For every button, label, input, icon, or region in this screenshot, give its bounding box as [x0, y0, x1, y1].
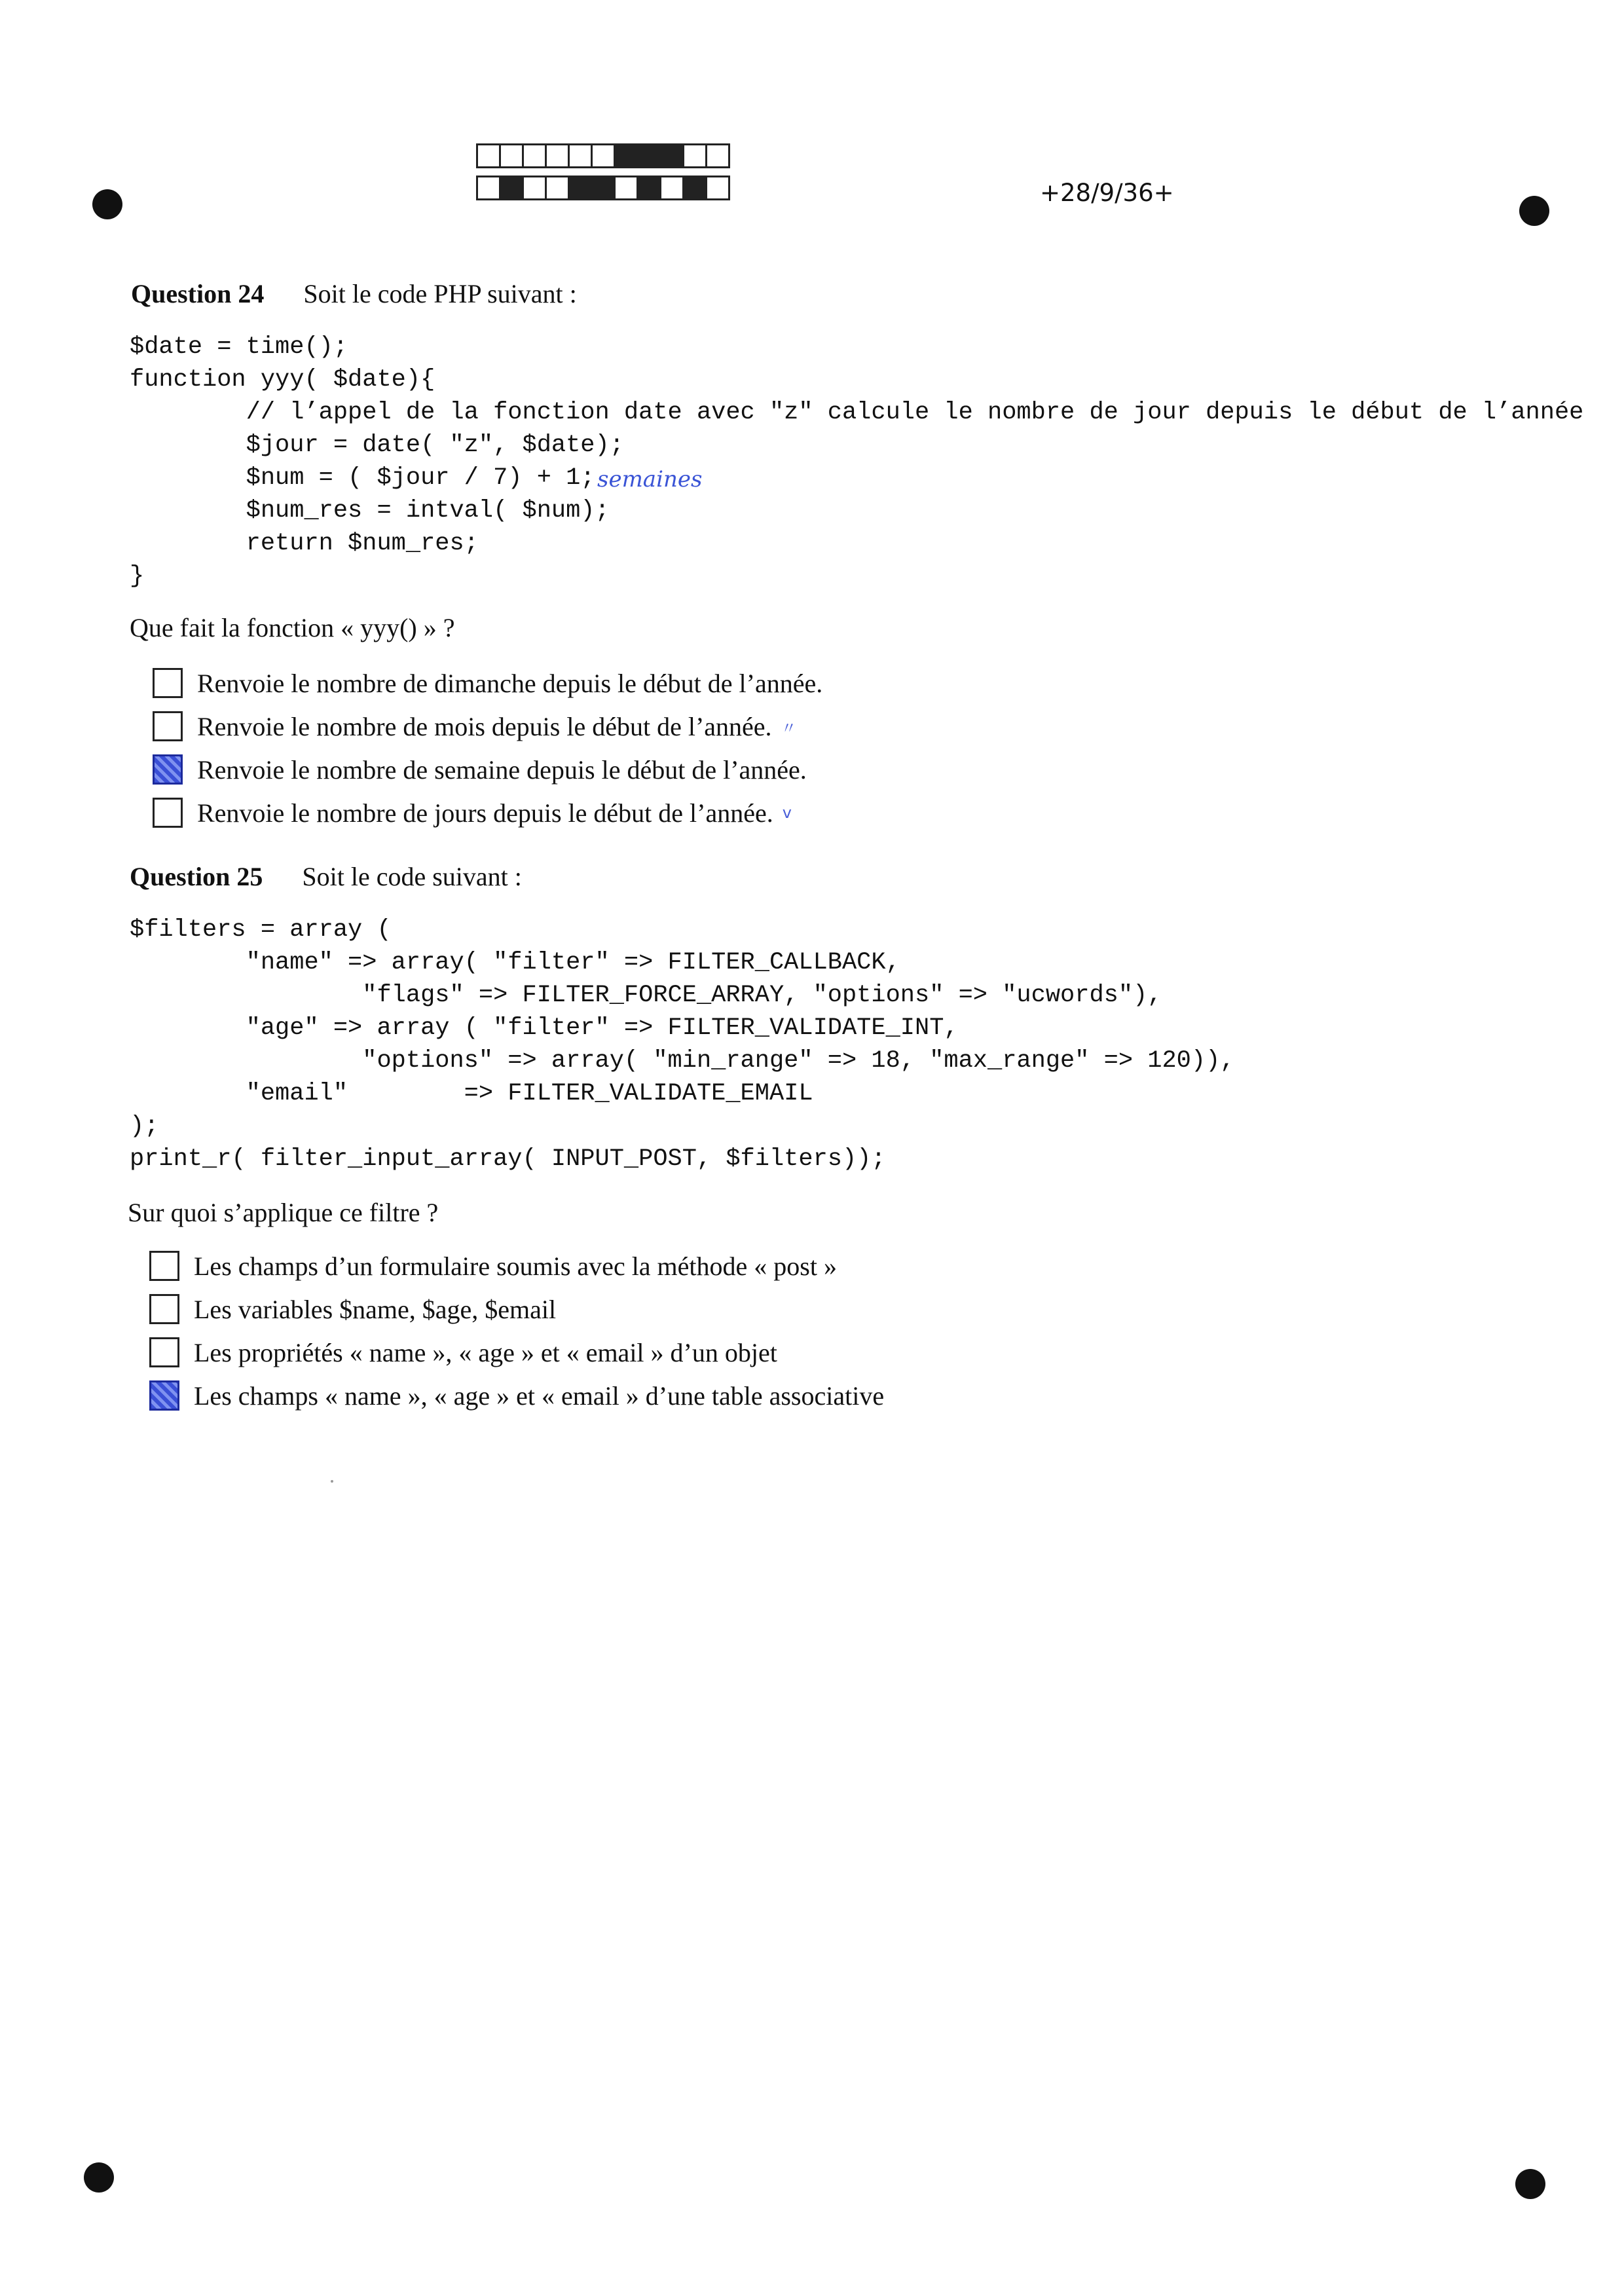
barcode-cell-empty: [659, 176, 684, 200]
answer-checkbox[interactable]: [149, 1337, 179, 1367]
answer-checkbox-checked[interactable]: [153, 754, 183, 785]
answer-option[interactable]: [149, 1374, 884, 1417]
barcode-cell-filled: [659, 143, 684, 168]
answer-label: Renvoie le nombre de mois depuis le début de l’année.: [197, 711, 772, 741]
barcode-cell-filled: [568, 176, 593, 200]
barcode-cell-filled: [499, 176, 524, 200]
barcode-cell-filled: [637, 176, 661, 200]
answer-label: Renvoie le nombre de semaine depuis le début de l’année.: [197, 754, 807, 785]
barcode-cell-empty: [476, 143, 501, 168]
question-25-code: $filters = array ( "name" => array( "filter" => FILTER_CALLBACK, "flags" => FILTER_FORCE_ARRAY, "options" => "ucwords"), "age" => array ( "filter" => FILTER_VALIDATE_INT, "options" => array( "min_range" => 18, "max_range" => 120)), "email" => FILTER_VALIDATE_EMAIL ); print_r( filter_input_array( INPUT_POST, $filters));: [130, 916, 1235, 1173]
barcode-cell-empty: [568, 143, 593, 168]
answer-label: Renvoie le nombre de jours depuis le début de l’année.: [197, 798, 773, 828]
answer-checkbox[interactable]: [149, 1251, 179, 1281]
pencil-mark: v: [782, 804, 792, 822]
answer-option[interactable]: [153, 748, 822, 791]
answer-checkbox[interactable]: [153, 798, 183, 828]
barcode-cell-filled: [637, 143, 661, 168]
question-number: Question 25: [130, 862, 263, 891]
registration-mark-top-left: [92, 189, 122, 219]
stray-mark: [331, 1480, 333, 1483]
barcode-cell-filled: [682, 176, 707, 200]
barcode-cell-empty: [499, 143, 524, 168]
answer-option[interactable]: [153, 791, 822, 834]
registration-mark-top-right: [1519, 196, 1549, 226]
page-id: +28/9/36+: [1040, 179, 1174, 207]
answer-label: Renvoie le nombre de dimanche depuis le début de l’année.: [197, 668, 823, 698]
barcode-cell-empty: [522, 143, 547, 168]
barcode-cell-filled: [591, 176, 616, 200]
handwritten-note: semaines: [597, 466, 703, 492]
answer-option[interactable]: [153, 661, 822, 705]
barcode-row-2: [478, 176, 730, 200]
question-24-prompt: Que fait la fonction « yyy() » ?: [130, 613, 455, 642]
question-24-answers: [153, 661, 822, 834]
barcode-cell-empty: [614, 176, 638, 200]
barcode-cell-empty: [682, 143, 707, 168]
barcode-row-1: [478, 143, 730, 168]
question-24-code: $date = time(); function yyy( $date){ // l’appel de la fonction date avec "z" calcule le nombre de jour depuis le début de l’année $jour = date( "z", $date); $num = ( $jour / 7) + 1; $num_res = intval( $num); return $num_res; }: [130, 333, 1584, 590]
barcode-cell-empty: [476, 176, 501, 200]
answer-checkbox[interactable]: [149, 1294, 179, 1324]
registration-mark-bottom-left: [84, 2162, 114, 2193]
question-25-title: [130, 861, 522, 892]
question-24-title: [131, 278, 577, 309]
answer-option[interactable]: [149, 1331, 884, 1374]
barcode-cell-empty: [705, 176, 730, 200]
answer-option[interactable]: [153, 705, 822, 748]
answer-label: Les champs « name », « age » et « email » d’une table associative: [194, 1380, 885, 1411]
registration-mark-bottom-right: [1515, 2169, 1545, 2199]
question-intro: Soit le code suivant :: [302, 862, 522, 891]
answer-label: Les propriétés « name », « age » et « email » d’un objet: [194, 1337, 777, 1367]
answer-label: Les champs d’un formulaire soumis avec la méthode « post »: [194, 1251, 837, 1281]
question-25-prompt: Sur quoi s’applique ce filtre ?: [128, 1198, 439, 1227]
barcode-cell-empty: [522, 176, 547, 200]
answer-option[interactable]: [149, 1287, 884, 1331]
answer-checkbox[interactable]: [153, 668, 183, 698]
answer-checkbox[interactable]: [153, 711, 183, 741]
barcode-cell-empty: [545, 176, 570, 200]
answer-checkbox-checked[interactable]: [149, 1380, 179, 1411]
barcode-cell-empty: [545, 143, 570, 168]
question-number: Question 24: [131, 279, 265, 308]
pencil-mark: 〃: [781, 718, 797, 737]
barcode-cell-empty: [591, 143, 616, 168]
barcode-cell-empty: [705, 143, 730, 168]
answer-option[interactable]: [149, 1244, 884, 1287]
question-25-answers: [149, 1244, 884, 1417]
answer-label: Les variables $name, $age, $email: [194, 1294, 557, 1324]
question-intro: Soit le code PHP suivant :: [303, 279, 577, 308]
barcode-cell-filled: [614, 143, 638, 168]
